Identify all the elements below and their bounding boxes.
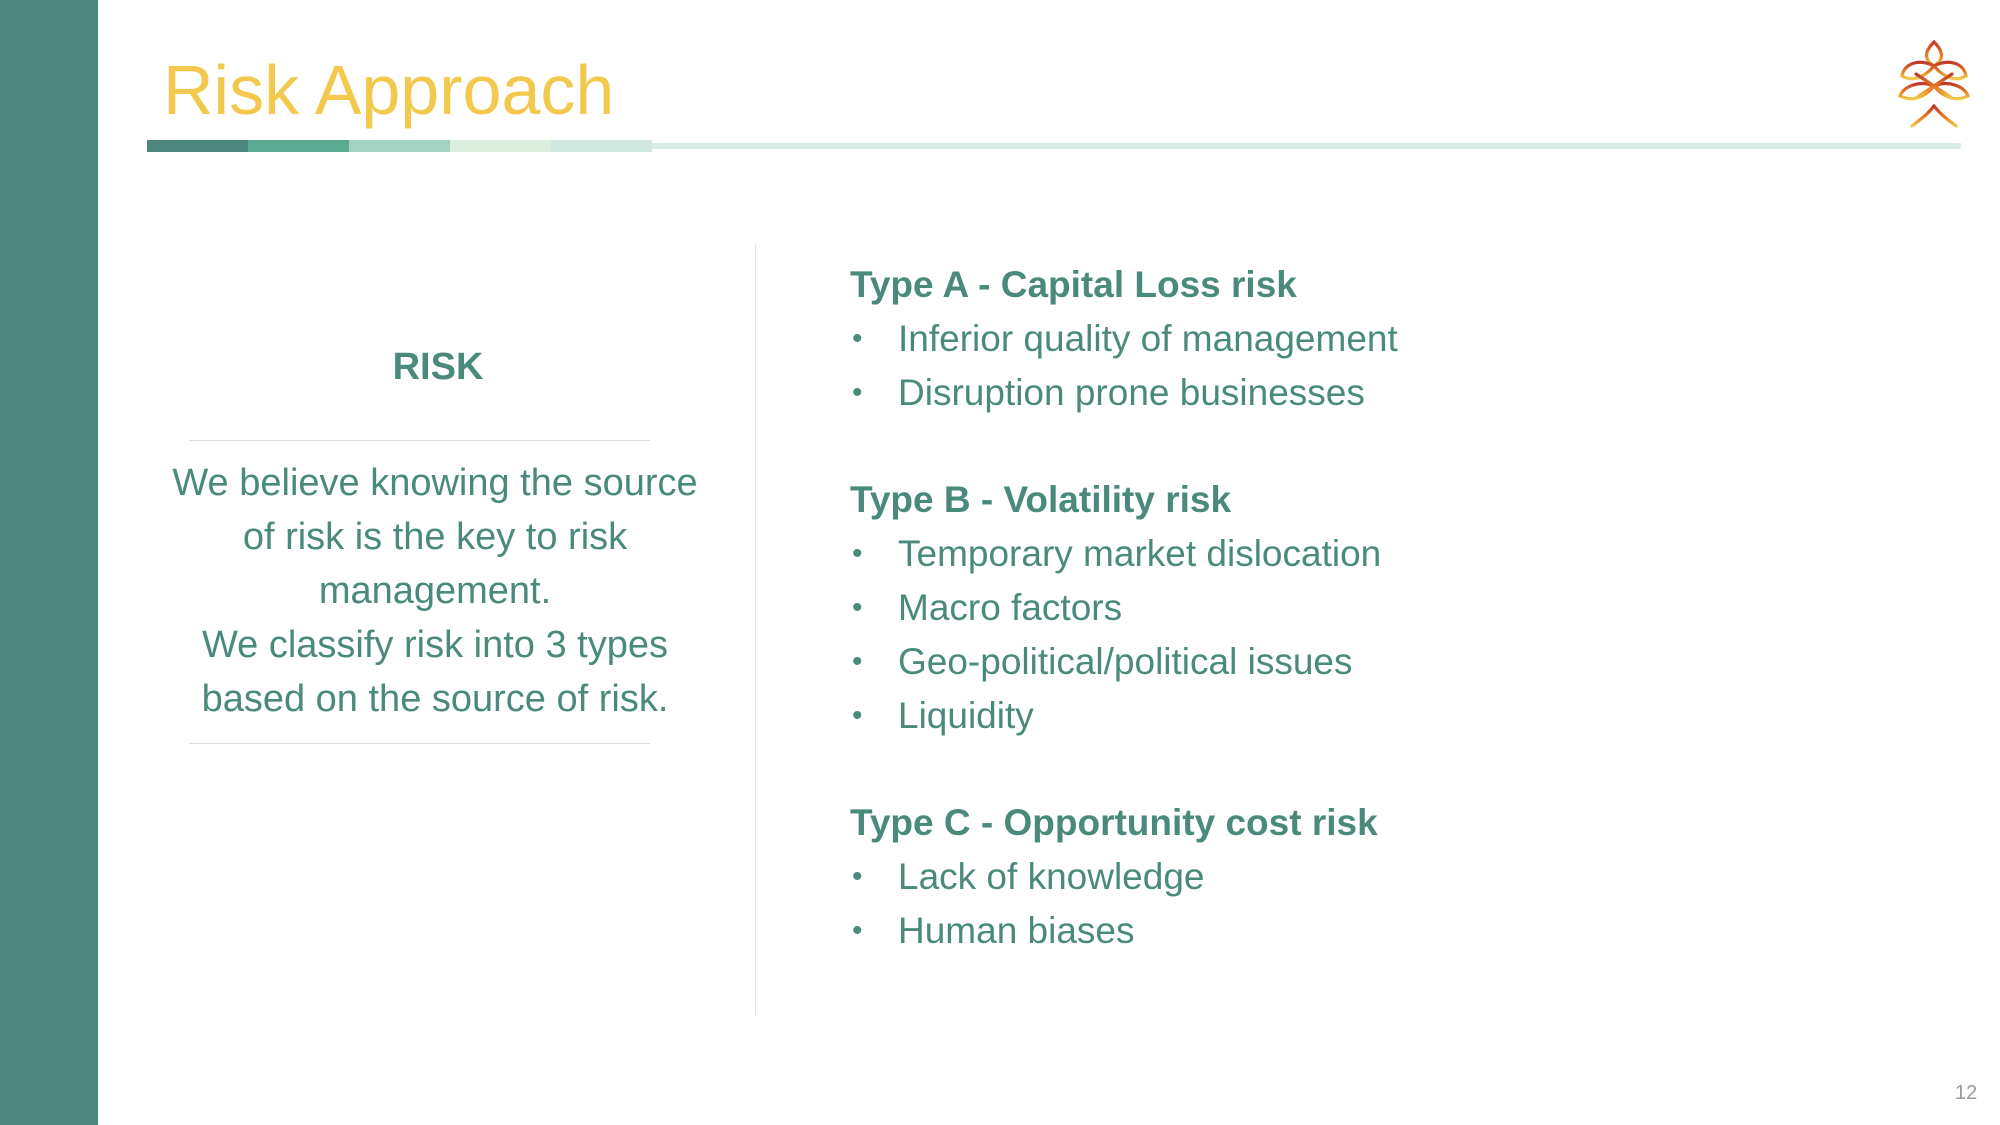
risk-description-paragraph-2: We classify risk into 3 types based on the source of risk. xyxy=(201,624,669,720)
risk-summary-panel xyxy=(178,335,698,399)
list-item: • Human biases xyxy=(850,904,1900,958)
risk-type-items xyxy=(850,312,1900,420)
page-number: 12 xyxy=(1955,1082,1978,1104)
rule-segment-5 xyxy=(551,140,652,152)
risk-heading: RISK xyxy=(392,346,484,388)
celtic-knot-tree-logo-icon xyxy=(1894,38,1974,132)
risk-type-items xyxy=(850,850,1900,958)
slide-title: Risk Approach xyxy=(163,51,615,129)
risk-type-items xyxy=(850,527,1900,743)
list-item: • Disruption prone businesses xyxy=(850,366,1900,420)
column-divider xyxy=(755,245,756,1015)
rule-segment-1 xyxy=(147,140,248,152)
risk-type-c xyxy=(850,796,1900,958)
list-item: • Inferior quality of management xyxy=(850,312,1900,366)
risk-type-heading: Type C - Opportunity cost risk xyxy=(850,802,1378,843)
list-item: • Temporary market dislocation xyxy=(850,527,1900,581)
list-item: • Geo-political/political issues xyxy=(850,635,1900,689)
risk-type-heading: Type B - Volatility risk xyxy=(850,479,1232,520)
list-item: • Liquidity xyxy=(850,689,1900,743)
risk-types-list xyxy=(850,258,1900,1011)
risk-type-b xyxy=(850,473,1900,743)
title-underline-rule xyxy=(147,140,1961,152)
list-item: • Macro factors xyxy=(850,581,1900,635)
panel-bottom-divider xyxy=(189,743,650,744)
rule-segment-2 xyxy=(248,140,349,152)
risk-description-paragraph-1: We believe knowing the source of risk is the key to risk management. xyxy=(172,462,698,612)
risk-description xyxy=(170,456,700,726)
panel-top-divider xyxy=(189,440,650,441)
rule-segment-3 xyxy=(349,140,450,152)
risk-type-heading: Type A - Capital Loss risk xyxy=(850,264,1297,305)
list-item: • Lack of knowledge xyxy=(850,850,1900,904)
rule-segment-4 xyxy=(450,140,551,152)
risk-type-a xyxy=(850,258,1900,420)
left-accent-band xyxy=(0,0,98,1125)
